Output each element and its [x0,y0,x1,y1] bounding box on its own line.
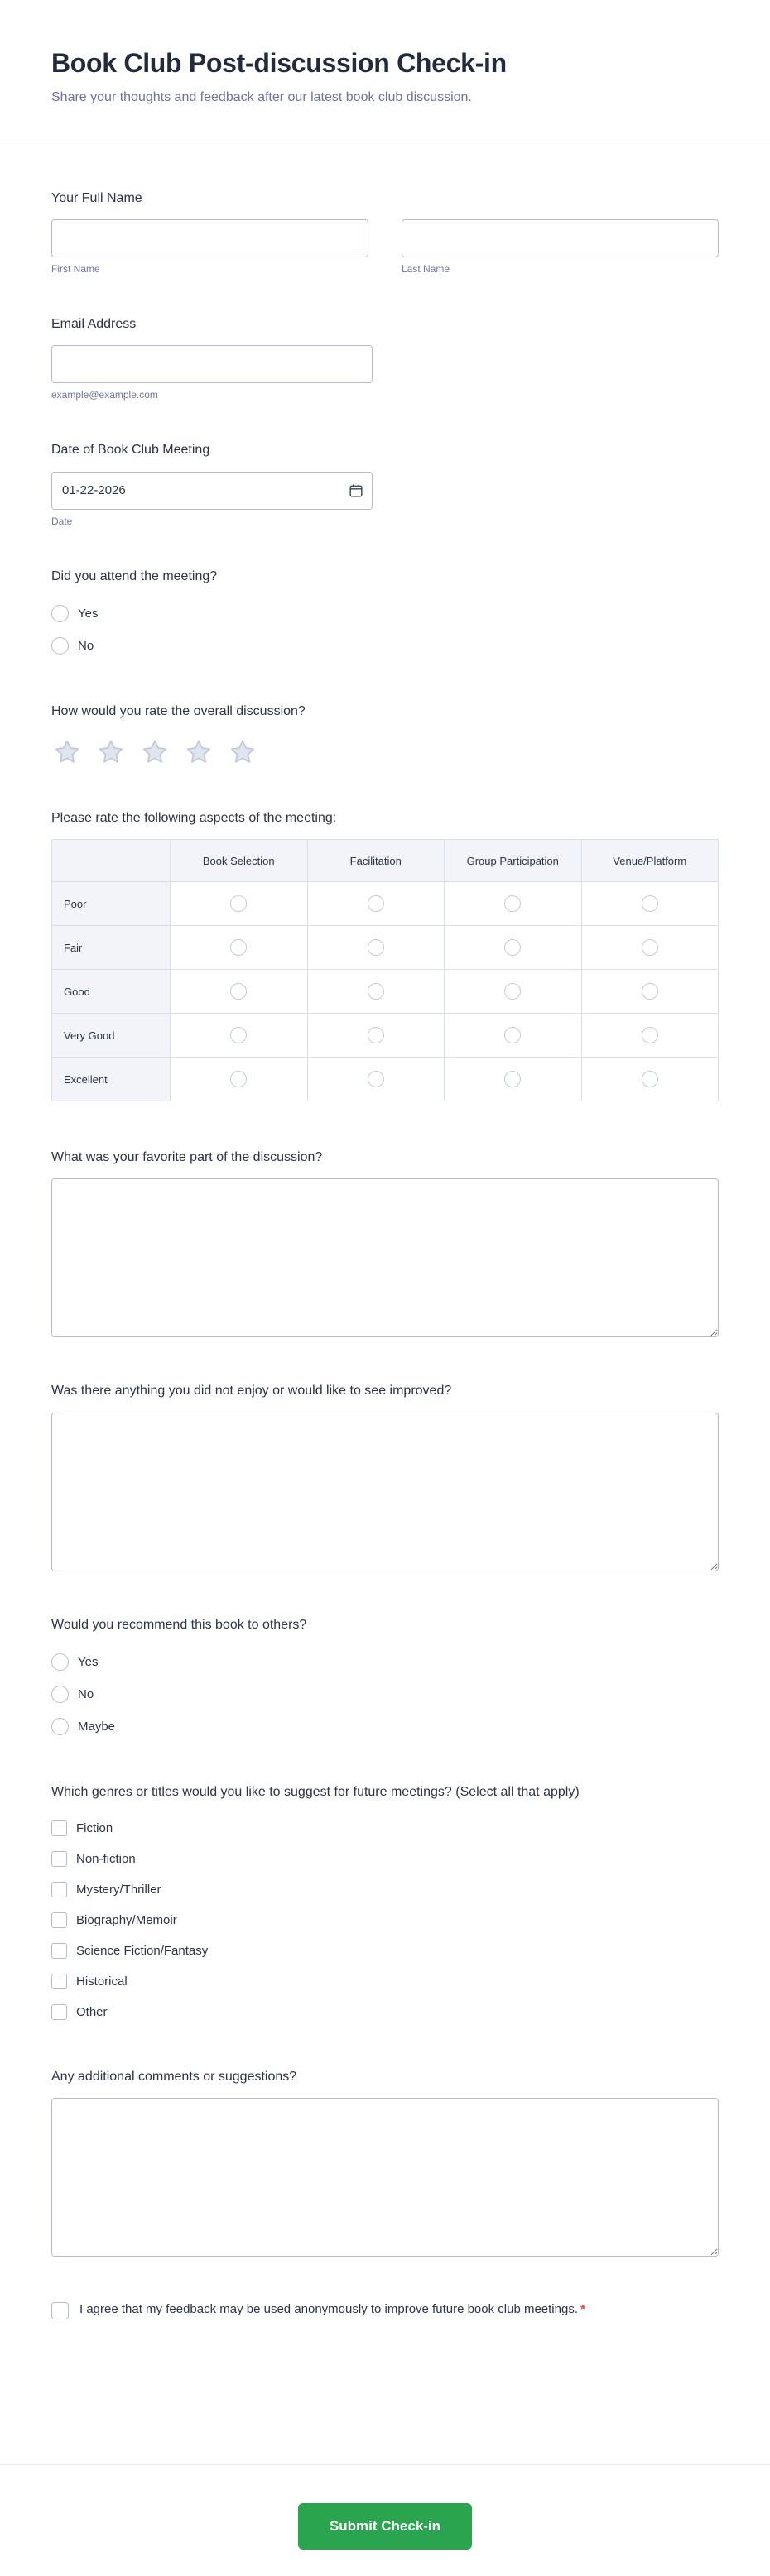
radio-button[interactable] [642,1027,658,1043]
submit-button[interactable]: Submit Check-in [298,2503,472,2550]
radio-button[interactable] [368,939,384,956]
option-label: No [78,1686,94,1701]
form-title: Book Club Post-discussion Check-in [51,48,507,78]
comments-label: Any additional comments or suggestions? [51,2069,297,2084]
date-label: Date of Book Club Meeting [51,443,210,458]
matrix-column-header: Venue/Platform [581,840,719,882]
improve-label: Was there anything you did not enjoy or would like to see improved? [51,1384,452,1398]
date-sublabel: Date [51,515,73,527]
matrix-row-good [52,970,719,1014]
matrix-cell[interactable] [445,926,582,970]
full-name-label: Your Full Name [51,191,142,205]
radio-button[interactable] [230,939,247,956]
option-label: Biography/Memoir [76,1912,177,1927]
option-label: Yes [78,1654,99,1669]
email-sublabel: example@example.com [51,389,158,401]
form-body [0,142,770,2341]
genre-option-biography-memoir[interactable] [51,1905,177,1936]
radio-button[interactable] [504,983,521,1000]
matrix-cell[interactable] [307,1014,445,1058]
option-label: No [78,638,94,653]
date-field [51,472,373,510]
calendar-icon[interactable] [349,483,363,498]
question-agreement [51,2300,719,2319]
form-header [0,0,770,142]
matrix-cell[interactable] [171,1014,308,1058]
agreement-checkbox[interactable] [51,2302,69,2319]
genre-option-fiction[interactable] [51,1813,113,1844]
radio-button[interactable] [51,637,69,655]
matrix-cell[interactable] [307,970,445,1014]
recommend-option-maybe[interactable] [51,1710,115,1743]
question-aspect-ratings [51,808,719,1101]
genre-option-non-fiction[interactable] [51,1844,136,1874]
option-label: Maybe [78,1719,116,1734]
radio-button[interactable] [642,983,658,1000]
radio-button[interactable] [51,1686,69,1703]
checkbox[interactable] [51,1912,67,1928]
radio-button[interactable] [504,939,521,956]
radio-button[interactable] [368,1027,384,1043]
matrix-cell[interactable] [445,882,582,926]
email-label: Email Address [51,317,137,332]
option-label: Other [76,2004,108,2019]
date-input[interactable] [51,472,373,510]
email-input[interactable] [51,345,373,383]
radio-button[interactable] [51,1653,69,1671]
star-rating [51,732,719,769]
checkbox[interactable] [51,1882,67,1897]
comments-textarea[interactable] [51,2098,719,2257]
option-label: Historical [76,1974,128,1988]
full-name-row [51,219,719,275]
genre-option-science-fiction-fantasy[interactable] [51,1936,208,1966]
first-name-input[interactable] [51,219,368,257]
attendance-option-yes[interactable] [51,597,98,630]
recommend-label: Would you recommend this book to others? [51,1617,307,1632]
radio-button[interactable] [230,1071,247,1087]
checkbox[interactable] [51,1820,67,1836]
recommend-option-no[interactable] [51,1678,94,1710]
matrix-column-header: Group Participation [445,840,582,882]
matrix-cell[interactable] [581,926,719,970]
radio-button[interactable] [230,983,247,1000]
star-icon[interactable] [95,737,127,767]
matrix-cell[interactable] [307,1058,445,1101]
rating-label: How would you rate the overall discussion? [51,703,306,718]
matrix-row-label: Very Good [52,1014,171,1058]
matrix-row-label: Poor [52,882,171,926]
matrix-row-label: Good [52,970,171,1014]
recommend-option-yes[interactable] [51,1646,98,1678]
radio-button[interactable] [51,1718,69,1735]
genre-option-mystery-thriller[interactable] [51,1874,161,1905]
radio-button[interactable] [368,983,384,1000]
star-icon[interactable] [183,737,214,767]
attendance-option-no[interactable] [51,630,94,662]
radio-button[interactable] [504,895,521,912]
matrix-header-row [52,840,719,882]
radio-button[interactable] [368,1071,384,1087]
question-full-name [51,189,719,275]
matrix-label: Please rate the following aspects of the meeting: [51,810,337,825]
checkbox[interactable] [51,1974,67,1989]
matrix-column-header: Facilitation [307,840,445,882]
star-icon[interactable] [51,737,83,767]
matrix-cell[interactable] [445,1058,582,1101]
question-meeting-date [51,440,719,526]
radio-button[interactable] [504,1071,521,1087]
option-label: Yes [78,606,99,621]
radio-button[interactable] [230,1027,247,1043]
matrix-corner-cell [52,840,171,882]
matrix-row-label: Excellent [52,1058,171,1101]
matrix-row-label: Fair [52,926,171,970]
question-favorite-part [51,1148,719,1341]
matrix-cell[interactable] [171,882,308,926]
radio-button[interactable] [230,895,247,912]
matrix-cell[interactable] [445,970,582,1014]
first-name-field [51,219,368,275]
favorite-label: What was your favorite part of the discussion? [51,1150,323,1165]
option-label: Science Fiction/Fantasy [76,1943,209,1958]
attendance-label: Did you attend the meeting? [51,568,218,583]
question-additional-comments [51,2067,719,2261]
required-asterisk: * [580,2302,585,2317]
email-field [51,345,373,401]
star-icon[interactable] [227,737,258,767]
genre-option-historical[interactable] [51,1966,128,1997]
matrix-cell[interactable] [307,882,445,926]
matrix-row-fair [52,926,719,970]
matrix-row-excellent [52,1058,719,1101]
checkbox[interactable] [51,1943,67,1959]
radio-button[interactable] [51,605,69,622]
radio-button[interactable] [642,1071,658,1087]
option-label: Fiction [76,1820,113,1835]
matrix-row-poor [52,882,719,926]
checkbox[interactable] [51,2004,67,2020]
matrix-cell[interactable] [581,1014,719,1058]
matrix-column-header: Book Selection [171,840,308,882]
favorite-textarea[interactable] [51,1178,719,1337]
radio-button[interactable] [642,939,658,956]
improve-textarea[interactable] [51,1413,719,1571]
matrix-cell[interactable] [581,970,719,1014]
genres-label: Which genres or titles would you like to suggest for future meetings? (Select all that apply) [51,1784,580,1799]
matrix-row-very-good [52,1014,719,1058]
genre-option-other[interactable] [51,1997,108,2027]
matrix-cell[interactable] [171,926,308,970]
last-name-field [402,219,719,275]
radio-button[interactable] [368,895,384,912]
last-name-sublabel: Last Name [402,263,450,276]
question-genres [51,1782,719,2027]
matrix-cell[interactable] [171,970,308,1014]
question-overall-rating [51,702,719,769]
star-icon[interactable] [139,737,171,767]
matrix-cell[interactable] [581,1058,719,1101]
rating-matrix [51,839,719,1101]
question-email [51,314,719,401]
form-subtitle: Share your thoughts and feedback after our latest book club discussion. [51,90,472,104]
option-label: Non-fiction [76,1851,136,1866]
radio-button[interactable] [642,895,658,912]
matrix-cell[interactable] [445,1014,582,1058]
last-name-input[interactable] [402,219,719,257]
agreement-row[interactable] [51,2300,719,2319]
checkbox[interactable] [51,1851,67,1867]
form-footer [0,2464,770,2576]
matrix-cell[interactable] [171,1058,308,1101]
option-label: Mystery/Thriller [76,1882,161,1897]
question-improvements [51,1381,719,1575]
question-attendance [51,567,719,662]
agreement-text: I agree that my feedback may be used anonymously to improve future book club meetings. [79,2302,578,2317]
matrix-cell[interactable] [581,882,719,926]
radio-button[interactable] [504,1027,521,1043]
matrix-cell[interactable] [307,926,445,970]
first-name-sublabel: First Name [51,263,100,276]
question-recommend [51,1615,719,1743]
agreement-label [79,2300,585,2319]
